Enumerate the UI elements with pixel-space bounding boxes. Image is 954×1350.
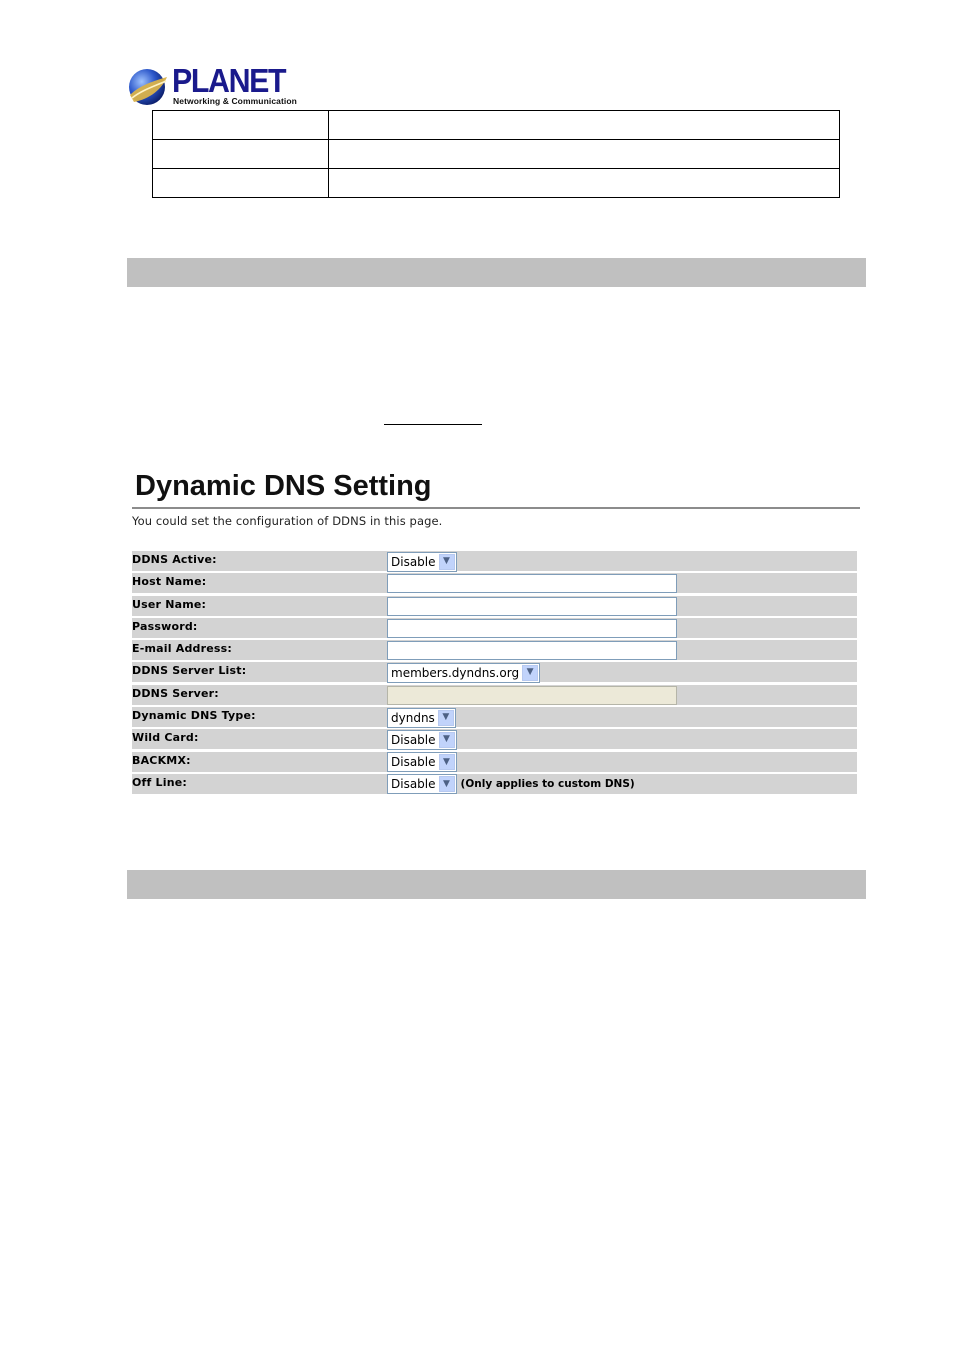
section-header-bar bbox=[127, 258, 866, 287]
planet-logo bbox=[128, 62, 297, 110]
info-table bbox=[152, 110, 840, 198]
planet-globe-icon bbox=[128, 67, 168, 107]
dns-type-label: Dynamic DNS Type: bbox=[132, 709, 256, 723]
host-name-input[interactable] bbox=[387, 574, 677, 593]
off-line-label: Off Line: bbox=[132, 775, 188, 789]
row-backmx bbox=[132, 752, 857, 772]
server-list-select[interactable] bbox=[387, 663, 540, 683]
table-row bbox=[153, 169, 840, 198]
title-divider bbox=[132, 507, 860, 509]
ddns-server-input bbox=[387, 686, 677, 705]
ddns-server-label: DDNS Server: bbox=[132, 686, 219, 700]
backmx-select[interactable] bbox=[387, 752, 457, 772]
chevron-down-icon[interactable]: ▼ bbox=[438, 710, 454, 726]
ddns-form bbox=[132, 551, 857, 796]
table-cell bbox=[329, 169, 840, 198]
row-dns-type bbox=[132, 707, 857, 727]
row-user-name bbox=[132, 596, 857, 616]
backmx-value: Disable bbox=[391, 755, 436, 770]
table-cell bbox=[153, 140, 329, 169]
table-cell bbox=[153, 111, 329, 140]
ddns-active-value: Disable bbox=[391, 554, 436, 569]
table-cell bbox=[329, 111, 840, 140]
row-host-name bbox=[132, 573, 857, 593]
password-label: Password: bbox=[132, 619, 198, 633]
ddns-active-select[interactable] bbox=[387, 552, 457, 572]
row-ddns-server bbox=[132, 685, 857, 705]
email-input[interactable] bbox=[387, 641, 677, 660]
brand-name: PLANET bbox=[172, 62, 286, 99]
chevron-down-icon[interactable]: ▼ bbox=[439, 554, 455, 570]
dns-type-select[interactable] bbox=[387, 708, 456, 728]
section-header-bar bbox=[127, 870, 866, 899]
user-name-label: User Name: bbox=[132, 597, 207, 611]
chevron-down-icon[interactable]: ▼ bbox=[439, 754, 455, 770]
ddns-panel bbox=[132, 466, 860, 528]
off-line-select[interactable] bbox=[387, 774, 457, 794]
row-password bbox=[132, 618, 857, 638]
chevron-down-icon[interactable]: ▼ bbox=[522, 665, 538, 681]
email-label: E-mail Address: bbox=[132, 642, 232, 656]
ddns-active-label: DDNS Active: bbox=[132, 553, 217, 566]
user-name-input[interactable] bbox=[387, 597, 677, 616]
server-list-value: members.dyndns.org bbox=[391, 665, 520, 680]
brand-tagline: Networking & Communication bbox=[173, 96, 297, 106]
page-description: You could set the configuration of DDNS in this page. bbox=[132, 514, 443, 528]
table-row bbox=[153, 140, 840, 169]
row-server-list bbox=[132, 662, 857, 682]
chevron-down-icon[interactable]: ▼ bbox=[439, 776, 455, 792]
row-email bbox=[132, 640, 857, 660]
backmx-label: BACKMX: bbox=[132, 753, 191, 767]
row-ddns-active bbox=[132, 551, 857, 571]
table-row bbox=[153, 111, 840, 140]
page-title: Dynamic DNS Setting bbox=[135, 470, 432, 502]
host-name-label: Host Name: bbox=[132, 575, 207, 589]
table-cell bbox=[329, 140, 840, 169]
wild-card-value: Disable bbox=[391, 732, 436, 747]
off-line-value: Disable bbox=[391, 777, 436, 792]
underline-mark bbox=[384, 424, 482, 425]
server-list-label: DDNS Server List: bbox=[132, 664, 247, 678]
row-off-line bbox=[132, 774, 857, 794]
wild-card-select[interactable] bbox=[387, 730, 457, 750]
password-input[interactable] bbox=[387, 619, 677, 638]
table-cell bbox=[153, 169, 329, 198]
chevron-down-icon[interactable]: ▼ bbox=[439, 732, 455, 748]
row-wild-card bbox=[132, 729, 857, 749]
wild-card-label: Wild Card: bbox=[132, 731, 199, 745]
dns-type-value: dyndns bbox=[391, 710, 435, 725]
off-line-note: (Only applies to custom DNS) bbox=[460, 778, 635, 791]
